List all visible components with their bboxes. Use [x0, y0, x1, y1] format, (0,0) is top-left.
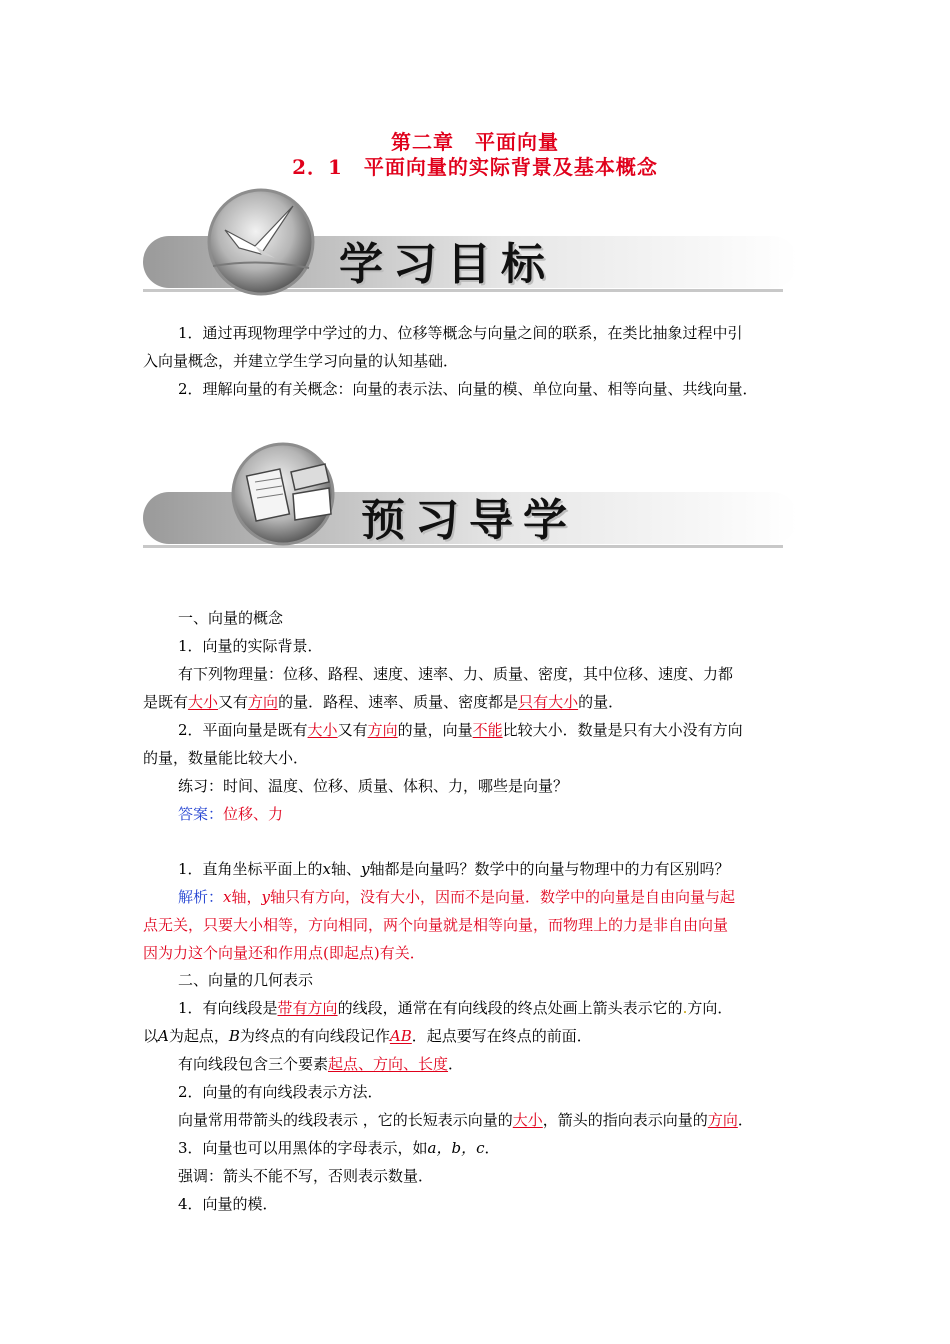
sec1-heading: 一、向量的概念	[178, 609, 284, 627]
answer-text: 位移、力	[223, 805, 284, 823]
objective-item-1-cont: 入向量概念，并建立学生学习向量的认知基础．	[143, 352, 459, 370]
section-title: 2．1 平面向量的实际背景及基本概念	[292, 155, 658, 179]
vector-ab: AB	[389, 1027, 412, 1045]
analysis-label: 解析：	[178, 888, 224, 906]
analysis-line1: 解析：x轴，y轴只有方向，没有大小，因而不是向量．数学中的向量是自由向量与起	[178, 888, 735, 906]
g2-heading: 2．向量的有向线段表示方法．	[178, 1083, 383, 1101]
answer	[178, 804, 283, 824]
analysis-line3: 因为力这个向量还和作用点(即起点)有关．	[143, 944, 425, 962]
fill-blank: 方向	[248, 693, 279, 711]
objectives-banner	[143, 188, 803, 298]
p1-heading: 1．向量的实际背景．	[178, 637, 323, 655]
preview-banner	[143, 442, 803, 552]
fill-blank: 大小	[307, 721, 338, 739]
p1-line1: 有下列物理量：位移、路程、速度、速率、力、质量、密度，其中位移、速度、力都	[178, 665, 734, 683]
g1-line1: 1．有向线段是带有方向的线段，通常在有向线段的终点处画上箭头表示它的.方向．	[178, 999, 733, 1017]
fill-blank: 起点、方向、长度	[328, 1055, 449, 1073]
fill-blank: 带有方向	[277, 999, 338, 1017]
objectives-banner-title: 学习目标	[339, 239, 555, 290]
fill-blank: 大小	[512, 1111, 543, 1129]
chapter-title: 第二章 平面向量	[391, 130, 559, 154]
g2-line: 向量常用带箭头的线段表示 ，它的长短表示向量的大小，箭头的指向表示向量的方向．	[178, 1111, 753, 1129]
g1-line2: 以A为起点，B为终点的有向线段记作AB．起点要写在终点的前面．	[143, 1027, 592, 1045]
analysis-line2: 点无关，只要大小相等，方向相同，两个向量就是相等向量，而物理上的力是非自由向量	[143, 916, 729, 934]
p2-line1: 2．平面向量是既有大小又有方向的量，向量不能比较大小．数量是只有大小没有方向	[178, 721, 743, 739]
g4-heading: 4．向量的模．	[178, 1195, 278, 1213]
objective-item-1: 1．通过再现物理学中学过的力、位移等概念与向量之间的联系，在类比抽象过程中引	[178, 324, 743, 342]
g1-line3: 有向线段包含三个要素起点、方向、长度．	[178, 1055, 464, 1073]
emphasis: 强调：箭头不能不写，否则表示数量．	[178, 1167, 434, 1185]
sec2-heading: 二、向量的几何表示	[178, 971, 314, 989]
objective-item-2: 2．理解向量的有关概念：向量的表示法、向量的模、单位向量、相等向量、共线向量．	[178, 380, 758, 398]
g3-line: 3．向量也可以用黑体的字母表示，如a，b，c．	[178, 1139, 500, 1157]
p2-line2: 的量，数量能比较大小．	[143, 749, 309, 767]
preview-banner-title: 预习导学	[361, 495, 577, 546]
fill-blank: 大小	[188, 693, 219, 711]
fill-blank: 方向	[367, 721, 398, 739]
fill-blank: 不能	[472, 721, 503, 739]
exercise: 练习：时间、温度、位移、质量、体积、力，哪些是向量？	[178, 777, 569, 795]
question-1: 1．直角坐标平面上的x轴、y轴都是向量吗？数学中的向量与物理中的力有区别吗？	[178, 860, 730, 878]
p1-line2: 是既有大小又有方向的量．路程、速率、质量、密度都是只有大小的量．	[143, 693, 624, 711]
fill-blank: 方向	[707, 1111, 738, 1129]
fill-blank: 只有大小	[518, 693, 579, 711]
answer-label: 答案：	[178, 805, 224, 823]
